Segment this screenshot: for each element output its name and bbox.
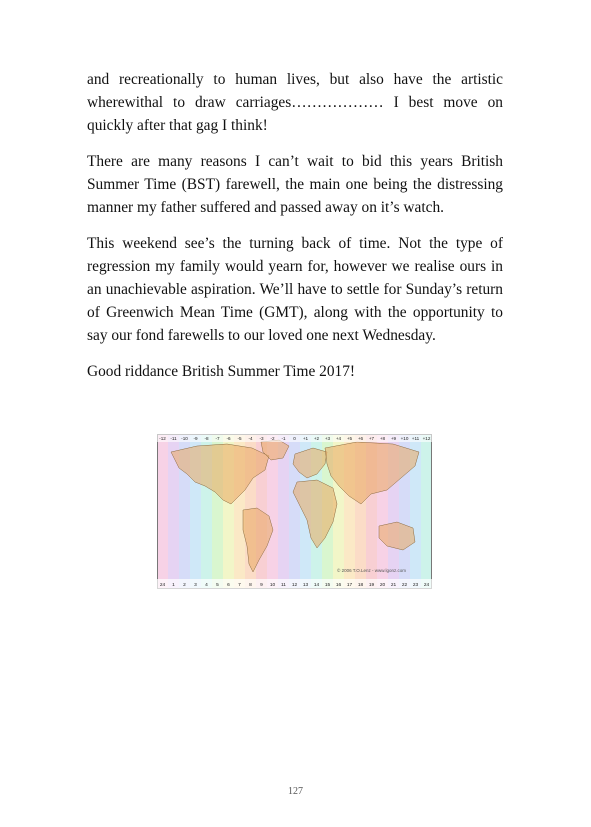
top-offset-label: +11 (411, 436, 420, 441)
bottom-hour-labels (157, 579, 432, 589)
top-offset-label: +7 (368, 436, 375, 441)
top-offset-label: +5 (346, 436, 353, 441)
paragraph-1: and recreationally to human lives, but also have the artistic wherewithal to draw carriages……………… I best move on quickly after that gag I think! (87, 71, 503, 134)
top-offset-label: +10 (400, 436, 409, 441)
top-offset-label: -8 (204, 436, 209, 441)
time-zone-stripe (157, 434, 169, 589)
bottom-hour-label: 5 (216, 583, 219, 588)
bottom-hour-label: 19 (368, 583, 375, 588)
bottom-hour-label: 3 (194, 583, 197, 588)
bottom-hour-label: 20 (379, 583, 386, 588)
bottom-hour-label: 4 (205, 583, 208, 588)
bottom-hour-label: 7 (238, 583, 241, 588)
paragraph-3: This weekend see’s the turning back of time. Not the type of regression my family would yearn for, however we realise ours in an unachievable aspiration. We’ll have to settle for Sunday’s return of Greenwich Mean Time (GMT), along with the opportunity to say our fond farewells to our loved one next Wednesday. (87, 235, 503, 344)
top-offset-label: -5 (237, 436, 242, 441)
top-offset-label: +12 (422, 436, 431, 441)
top-offset-label: -12 (159, 436, 166, 441)
bottom-hour-label: 24 (423, 583, 430, 588)
top-offset-label: -6 (226, 436, 231, 441)
bottom-hour-label: 14 (313, 583, 320, 588)
top-offset-label: +8 (379, 436, 386, 441)
top-offset-label: 0 (293, 436, 296, 441)
top-offset-label: -11 (170, 436, 177, 441)
bottom-hour-label: 17 (346, 583, 353, 588)
paragraph-4: Good riddance British Summer Time 2017! (87, 363, 356, 380)
bottom-hour-label: 12 (291, 583, 298, 588)
bottom-hour-label: 6 (227, 583, 230, 588)
bottom-hour-label: 21 (390, 583, 397, 588)
bottom-hour-label: 23 (412, 583, 419, 588)
top-offset-label: -2 (270, 436, 275, 441)
bottom-hour-label: 13 (302, 583, 309, 588)
top-offset-label: +9 (390, 436, 397, 441)
bottom-hour-label: 18 (357, 583, 364, 588)
bottom-hour-label: 8 (249, 583, 252, 588)
top-offset-labels (157, 434, 432, 442)
top-offset-label: +3 (324, 436, 331, 441)
top-offset-label: +1 (302, 436, 309, 441)
bottom-hour-label: 24 (159, 583, 166, 588)
top-offset-label: -1 (281, 436, 286, 441)
top-offset-label: -3 (259, 436, 264, 441)
bottom-hour-label: 10 (269, 583, 276, 588)
top-offset-label: +4 (335, 436, 342, 441)
top-offset-label: +6 (357, 436, 364, 441)
paragraph-2: There are many reasons I can’t wait to bid this years British Summer Time (BST) farewell, the main one being the distressing manner my father suffered and passed away on it’s watch. (87, 153, 503, 216)
bottom-hour-label: 11 (281, 583, 286, 588)
bottom-hour-label: 15 (324, 583, 331, 588)
top-offset-label: -9 (193, 436, 198, 441)
bottom-hour-label: 1 (172, 583, 175, 588)
bottom-hour-label: 2 (183, 583, 186, 588)
top-offset-label: -7 (215, 436, 220, 441)
top-offset-label: -4 (248, 436, 253, 441)
time-zone-stripe (421, 434, 432, 589)
top-offset-label: +2 (313, 436, 320, 441)
map-copyright: © 2006 T.O.Lenz - www.lgonz.com (337, 568, 407, 573)
world-time-zone-map (157, 434, 432, 589)
page-number: 127 (288, 786, 303, 797)
top-offset-label: -10 (181, 436, 188, 441)
bottom-hour-label: 9 (260, 583, 263, 588)
bottom-hour-label: 16 (335, 583, 342, 588)
bottom-hour-label: 22 (401, 583, 408, 588)
body-text (87, 68, 503, 396)
